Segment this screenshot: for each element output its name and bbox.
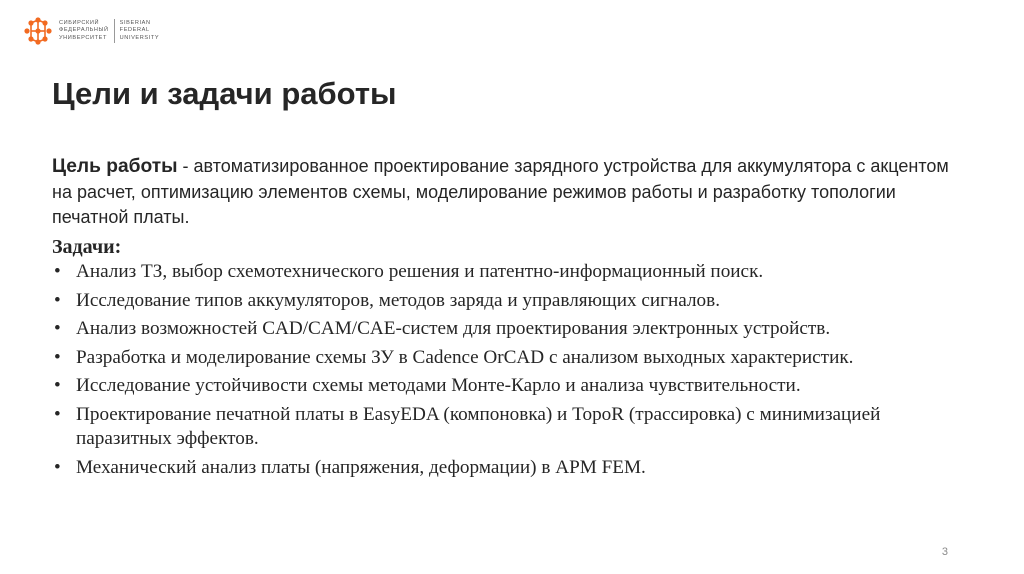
bullet-icon: •	[54, 456, 61, 478]
bullet-icon: •	[54, 346, 61, 368]
goal-label: Цель работы	[52, 156, 178, 177]
goal-paragraph	[52, 154, 952, 231]
university-logo-icon	[23, 16, 53, 46]
task-text: Анализ возможностей CAD/CAM/CAE-систем для проектирования электронных устройств.	[76, 318, 831, 339]
logo-ru-line: СИБИРСКИЙ	[59, 19, 100, 26]
slide-title: Цели и задачи работы	[52, 76, 397, 111]
list-item	[52, 260, 952, 285]
list-item	[52, 317, 952, 342]
logo-ru-line: ФЕДЕРАЛЬНЫЙ	[59, 27, 109, 34]
task-text: Анализ ТЗ, выбор схемотехнического решения и патентно-информационный поиск.	[76, 261, 764, 282]
goal-text: - автоматизированное проектирование зарядного устройства для аккумулятора с акцентом на расчет, оптимизацию элементов схемы, моделирование режимов работы и разработку топологии печатной платы.	[52, 156, 949, 227]
bullet-icon: •	[54, 318, 61, 339]
task-text: Механический анализ платы (напряжения, деформации) в APM FEM.	[76, 456, 646, 478]
bullet-icon: •	[54, 403, 61, 425]
logo-ru-line: УНИВЕРСИТЕТ	[59, 34, 107, 41]
slide-body	[52, 154, 952, 484]
university-logo	[23, 14, 159, 48]
bullet-icon: •	[54, 289, 61, 311]
logo-divider	[114, 19, 115, 43]
page-number: 3	[941, 546, 948, 558]
task-text: Разработка и моделирование схемы ЗУ в Cadence OrCAD с анализом выходных характеристик.	[76, 346, 854, 368]
tasks-heading: Задачи:	[52, 235, 122, 258]
bullet-icon: •	[54, 375, 61, 396]
list-item	[52, 346, 952, 371]
logo-text-en	[120, 20, 160, 42]
tasks-list	[52, 260, 952, 480]
logo-en-line: UNIVERSITY	[119, 34, 160, 41]
task-text: Проектирование печатной платы в EasyEDA (компоновка) и TopoR (трассировка) с минимизацией паразитных эффектов.	[76, 403, 881, 449]
logo-en-line: FEDERAL	[119, 27, 150, 34]
logo-text-ru	[59, 20, 109, 42]
bullet-icon: •	[54, 261, 61, 282]
task-text: Исследование типов аккумуляторов, методов заряда и управляющих сигналов.	[76, 289, 720, 311]
logo-en-line: SIBERIAN	[119, 19, 151, 26]
task-text: Исследование устойчивости схемы методами Монте-Карло и анализа чувствительности.	[76, 375, 801, 396]
list-item	[52, 456, 952, 481]
list-item	[52, 289, 952, 314]
list-item	[52, 403, 952, 452]
list-item	[52, 374, 952, 399]
